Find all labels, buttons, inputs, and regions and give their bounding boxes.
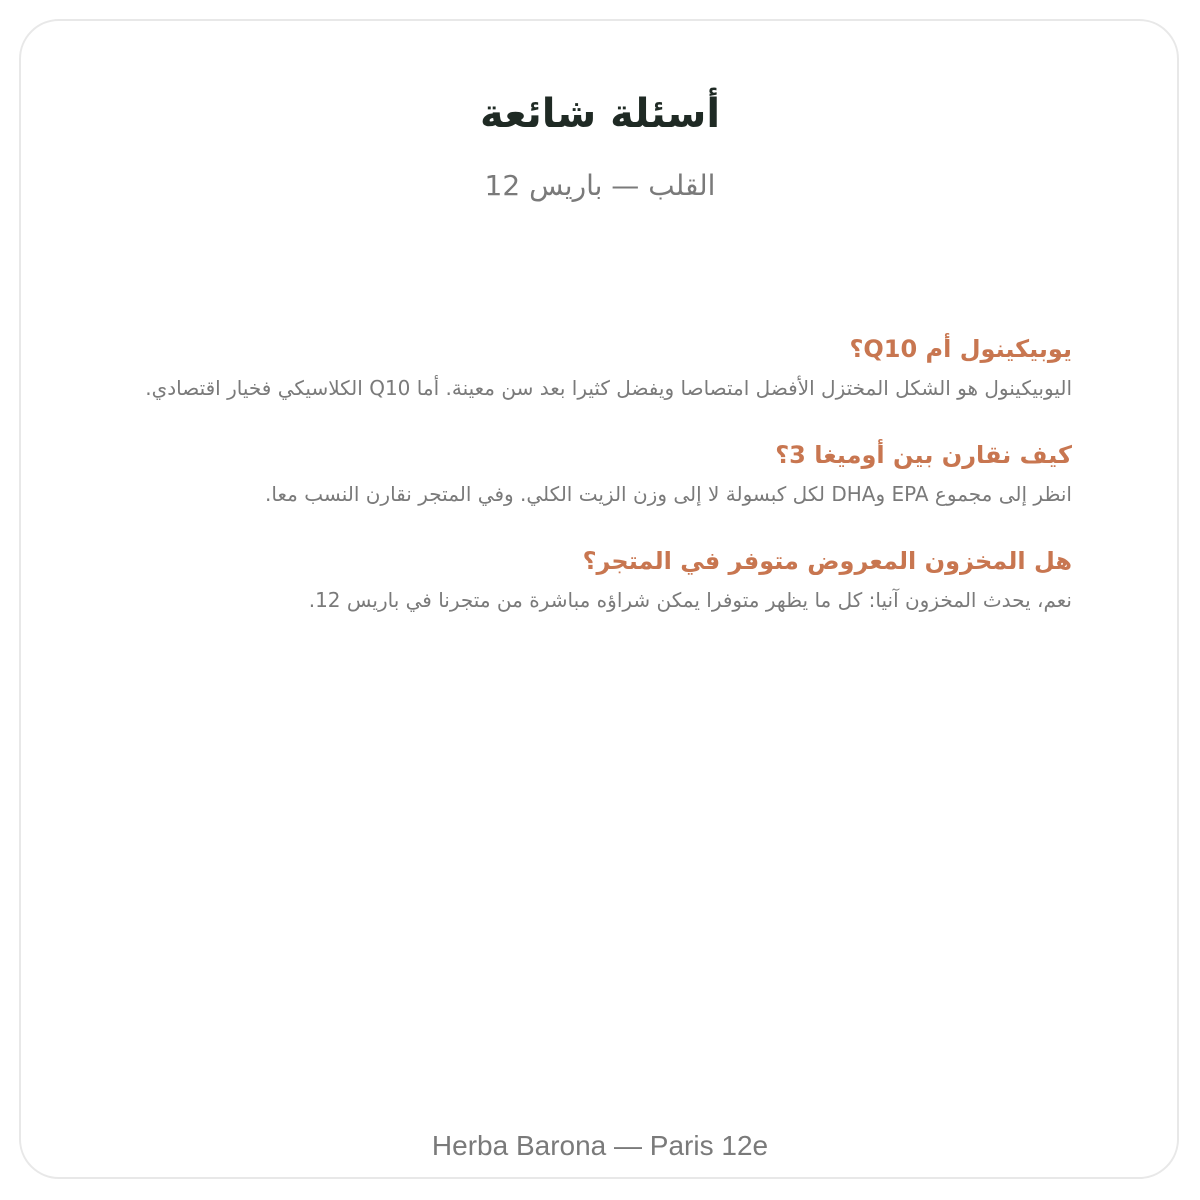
faq-question: كيف نقارن بين أوميغا 3؟ (775, 441, 1072, 469)
faq-list (120, 330, 1072, 648)
faq-question: يوبيكينول أم Q10؟ (849, 335, 1072, 363)
faq-item (120, 542, 1072, 618)
faq-answer: نعم، يحدث المخزون آنيا: كل ما يظهر متوفرا يمكن شراؤه مباشرة من متجرنا في باريس 12. (308, 588, 1072, 612)
faq-answer: اليوبيكينول هو الشكل المختزل الأفضل امتصاصا ويفضل كثيرا بعد سن معينة. أما Q10 الكلاسيكي فخيار اقتصادي. (145, 376, 1072, 400)
page-title: أسئلة شائعة (479, 91, 721, 137)
faq-item (120, 330, 1072, 406)
faq-item (120, 436, 1072, 512)
footer-brand: Herba Barona — Paris 12e (431, 1130, 769, 1161)
faq-answer: انظر إلى مجموع EPA وDHA لكل كبسولة لا إلى وزن الزيت الكلي. وفي المتجر نقارن النسب معا. (265, 482, 1072, 506)
faq-question: هل المخزون المعروض متوفر في المتجر؟ (582, 547, 1072, 575)
page-subtitle: القلب — باريس 12 (484, 169, 716, 202)
